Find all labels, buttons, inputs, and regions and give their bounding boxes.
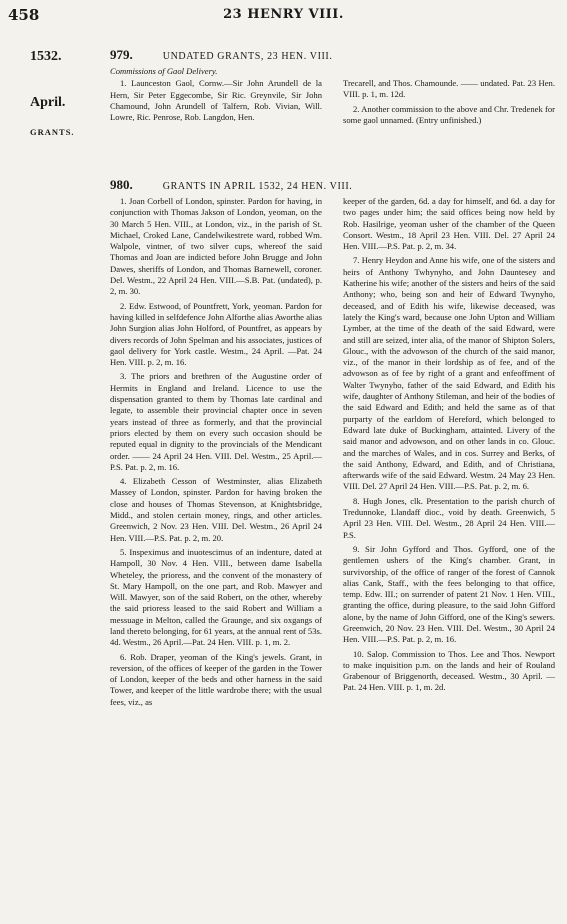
- section-979-heading: [110, 46, 555, 64]
- margin-label: GRANTS.: [30, 127, 75, 137]
- entry-paragraph: 8. Hugh Jones, clk. Presentation to the parish church of Tredunnoke, Llandaff dioc., void by death. Greenwich, 5 April 23 Hen. VIII. Del. Westm., 28 April 24 Hen. VIII.—P.S.: [343, 495, 555, 540]
- entry-paragraph: 4. Elizabeth Cesson of Westminster, alias Elizabeth Massey of London, spinster. Pardon for having broken the close and houses of Thomas Stevenson, at Knightsbridge, Midd., and stolen certain money, rings, and other articles. Greenwich, 2 Nov. 23 Hen. VIII. Del. Westm., 26 April 24 Hen. VIII.—P.S. Pat. p. 2, m. 20.: [110, 476, 322, 543]
- entry-paragraph: 1. Joan Corbell of London, spinster. Pardon for having, in conjunction with Thomas Jakson of London, yeoman, on the 30 March 5 Hen. VIII., at London, viz., in the parish of St. Michael, Croked Lane, Candelwikestrete ward, robbed Wm. Walpole, vintner, of two silver cups, whereof the said Thomas and Joan are indicted before John Brugge and John Dawes, sheriffs of London, and Thomas Barnewell, coroner. Del. Westm., 22 April 24 Hen. VIII.—S.B. Pat. (undated), p. 2, m. 30.: [110, 196, 322, 297]
- section-979-right: [343, 78, 555, 129]
- running-title: 23 HENRY VIII.: [223, 7, 344, 22]
- margin-month: April.: [30, 95, 66, 110]
- margin-year: 1532.: [30, 49, 62, 64]
- entry-paragraph: 2. Another commission to the above and Chr. Tredenek for some gaol unnamed. (Entry unfinished.): [343, 103, 555, 125]
- section-number: 980.: [110, 177, 133, 192]
- entry-paragraph: 7. Henry Heydon and Anne his wife, one of the sisters and heirs of Anthony Twhynyho, and John Dauntesey and Katherine his wife; another of the sisters and heirs of the said Anthony; who, being son and heir of Edward Twynyho, deceased, and of Edith his wife, likewise deceased, was lately the King's ward, because one John Upton and William Lymber, at the time of the death of the said Edward, were and still are seized, inter alia, of the manor of Shipton Solers, Glouc., with the advowson of the church of the said manor, viz., of the manor in their lordship as of fee, and of the advowson as of fee by right of a grant and enfeoffment of Walter Twynyho, father of the said Edward, and Edith his wife, daughter of Anthony Stileman, and heir of the bodies of the said Edward and Edith; and held the same as of that purparty of the earldom of Hereford, which belonged to Edward late duke of Buckingham, attainted. Livery of the said manor and advowson, and on other lands in co. Glouc. and the marches of Wales, and in cos. Surrey and Berks, of the said Anthony, Edward, and Edith, and of Christiana, afterwards wife of the said Edward. Westm. 24 May 23 Hen. VIII. Del. 27 April 24 Hen. VIII.—P.S. Pat. p. 2, m. 6.: [343, 255, 555, 492]
- entry-paragraph: keeper of the garden, 6d. a day for himself, and 6d. a day for two pages under him; the said offices being now held by Rob. Hasilrige, yeoman usher of the chamber of the Queen Consort. Westm., 18 April 23 Hen. VIII. Del. 27 April 24 Hen. VIII.—P.S. Pat. p. 2, m. 34.: [343, 196, 555, 252]
- entry-paragraph: 1. Launceston Gaol, Cornw.—Sir John Arundell de la Hern, Sir Peter Eggecombe, Sir Ric. Greynvile, Sir John Chamound, John Arundell of Talfern, Rob. Vivian, Will. Lowre, Ric. Penrose, Rob. Langdon, Hen.: [110, 78, 322, 123]
- entry-paragraph: 6. Rob. Draper, yeoman of the King's jewels. Grant, in reversion, of the offices of keeper of the garden in the Tower of London, keeper of the beds and other harness in the said Tower, and keeper of the little wardrobe there; with the usual fees, viz., as: [110, 651, 322, 707]
- section-980-left-column: [110, 196, 322, 711]
- page-number: 458: [8, 6, 40, 24]
- section-980-heading: [110, 176, 555, 194]
- section-979-left: [110, 66, 322, 126]
- section-number: 979.: [110, 47, 133, 62]
- running-header: [0, 6, 567, 28]
- entry-paragraph: 3. The priors and brethren of the Augustine order of Hermits in England and Ireland. Licence to use the dispensation granted to them by Thomas late cardinal and legate, to assemble their provincial chapter once in seven years instead of three as formerly, and that the provincial priors elected by them on every such occasion should be reputed equal in dignity to the provincials of the Mendicant order. —— 24 April 24 Hen. VIII. Del. Westm., 25 April.—P.S. Pat. p. 2, m. 16.: [110, 371, 322, 472]
- subheading: Commissions of Gaol Delivery.: [110, 66, 218, 76]
- section-980-right-column: [343, 196, 555, 697]
- entry-paragraph: 10. Salop. Commission to Thos. Lee and Thos. Newport to make inquisition p.m. on the lands and heir of Rouland Grabenour of Briggenorth, deceased. Westm., 30 April. —Pat. 24 Hen. VIII. p. 1, m. 2d.: [343, 648, 555, 693]
- section-title: GRANTS IN APRIL 1532, 24 HEN. VIII.: [162, 181, 353, 192]
- entry-paragraph: Trecarell, and Thos. Chamounde. —— undated. Pat. 23 Hen. VIII. p. 1, m. 12d.: [343, 78, 555, 100]
- entry-paragraph: 2. Edw. Estwood, of Pountfrett, York, yeoman. Pardon for having killed in selfdefence John Alforthe alias Aworthe alias John Surgion alias John Holford, of Pountfret, as appears by divers records of John Spelman and his associates, justices of gaol delivery for York castle. Westm., 24 April. —Pat. 24 Hen. VIII. p. 2, m. 16.: [110, 300, 322, 368]
- entry-paragraph: 5. Inspeximus and inuotescimus of an indenture, dated at Hampoll, 30 Nov. 4 Hen. VIII., between dame Isabella Wheteley, the prioress, and the convent of the monastery of St. Mary Hampoll, on the one part, and Rob. Mawyer and Will. Mawyer, son of the said Robert, on the other, whereby the said prioress leased to the said Robert and William a messuage in Melton, called the Graunge, and six oxgangs of land thereto belonging, for 61 years, at the annual rent of 53s. 4d. Westm., 26 April.—Pat. 24 Hen. VIII. p. 1, m. 2.: [110, 546, 322, 648]
- section-title: UNDATED GRANTS, 23 HEN. VIII.: [162, 51, 333, 62]
- entry-paragraph: 9. Sir John Gyfford and Thos. Gyfford, one of the gentlemen ushers of the King's chamber. Grant, in survivorship, of the office of ranger of the forest of Cannok alias Cank, Staff., with the fees belonging to that office, temp. Edw. III.; on surrender of patent 21 Nov. 1 Hen. VIII., granting the office, during pleasure, to the said John Gifford alone, by the name of John Gifford, one of the King's sewers. Greenwich, 20 Nov. 23 Hen. VIII. Del. Westm., 30 April 24 Hen. VIII.—P.S. Pat. p. 2, m. 16.: [343, 543, 555, 645]
